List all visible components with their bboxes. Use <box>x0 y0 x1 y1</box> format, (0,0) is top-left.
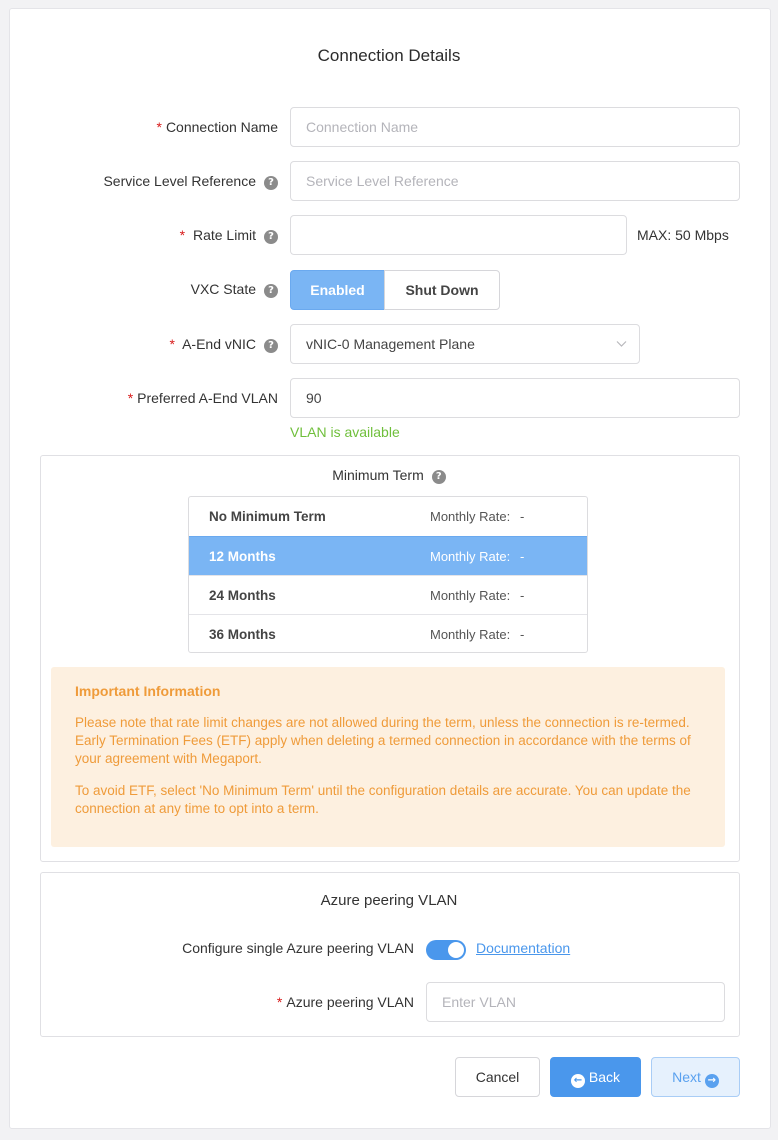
important-info-para-1: Please note that rate limit changes are not allowed during the term, unless the connection is re-termed. Early Termination Fees (ETF) apply when deleting a termed connection in accordance with the terms of your agreement with Megaport. <box>75 715 691 766</box>
a-end-vnic-label: * A-End vNIC ? <box>170 336 279 353</box>
help-icon[interactable]: ? <box>432 470 446 484</box>
rate-limit-max: MAX: 50 Mbps <box>637 227 729 243</box>
important-info-para-2: To avoid ETF, select 'No Minimum Term' until the configuration details are accurate. You can update the connection at any time to opt into a term. <box>75 783 691 816</box>
chevron-down-icon <box>616 340 627 348</box>
service-level-label: Service Level Reference ? <box>103 173 278 190</box>
azure-single-vlan-toggle[interactable] <box>426 940 466 960</box>
connection-name-input[interactable] <box>290 107 740 147</box>
help-icon[interactable]: ? <box>264 230 278 244</box>
minimum-term-list <box>188 496 588 653</box>
a-end-vnic-select[interactable] <box>290 324 640 364</box>
toggle-knob <box>448 942 464 958</box>
page-title: Connection Details <box>317 46 461 65</box>
vlan-available-message: VLAN is available <box>290 424 400 440</box>
term-option-no-minimum[interactable]: No Minimum Term Monthly Rate: - <box>209 509 525 524</box>
required-marker: * <box>169 336 175 352</box>
cancel-button[interactable]: Cancel <box>455 1057 540 1097</box>
required-marker: * <box>179 227 186 243</box>
term-option-36-months[interactable]: 36 Months Monthly Rate: - <box>189 614 588 653</box>
arrow-right-circle-icon: → <box>705 1074 719 1088</box>
azure-vlan-input[interactable] <box>426 982 725 1022</box>
important-info-panel <box>51 667 725 847</box>
important-info-title: Important Information <box>75 683 221 699</box>
vxc-state-enabled-button[interactable]: Enabled <box>290 270 385 310</box>
required-marker: * <box>127 390 134 406</box>
azure-vlan-label: * Azure peering VLAN <box>276 994 414 1010</box>
next-button[interactable]: Next → <box>651 1057 740 1097</box>
preferred-vlan-input[interactable] <box>290 378 740 418</box>
back-button[interactable]: ← Back <box>550 1057 641 1097</box>
vxc-state-label: VXC State ? <box>191 281 278 298</box>
service-level-input[interactable] <box>290 161 740 201</box>
required-marker: * <box>156 119 162 135</box>
azure-section-title: Azure peering VLAN <box>320 892 458 909</box>
term-option-12-months[interactable]: 12 Months Monthly Rate: - <box>189 536 588 575</box>
preferred-vlan-label: * Preferred A-End VLAN <box>127 390 278 406</box>
rate-limit-input[interactable] <box>290 215 627 255</box>
help-icon[interactable]: ? <box>264 284 278 298</box>
help-icon[interactable]: ? <box>264 176 278 190</box>
azure-toggle-label: Configure single Azure peering VLAN <box>182 940 414 956</box>
connection-name-label: * Connection Name <box>156 119 278 135</box>
required-marker: * <box>276 994 283 1010</box>
documentation-link[interactable]: Documentation <box>476 940 571 956</box>
arrow-left-circle-icon: ← <box>571 1074 585 1088</box>
a-end-vnic-value: vNIC-0 Management Plane <box>306 336 475 352</box>
rate-limit-label: * Rate Limit ? <box>180 227 278 244</box>
term-option-24-months[interactable]: 24 Months Monthly Rate: - <box>189 575 588 614</box>
minimum-term-heading: Minimum Term ? <box>0 467 778 484</box>
vxc-state-shutdown-button[interactable]: Shut Down <box>384 270 500 310</box>
help-icon[interactable]: ? <box>264 339 278 353</box>
